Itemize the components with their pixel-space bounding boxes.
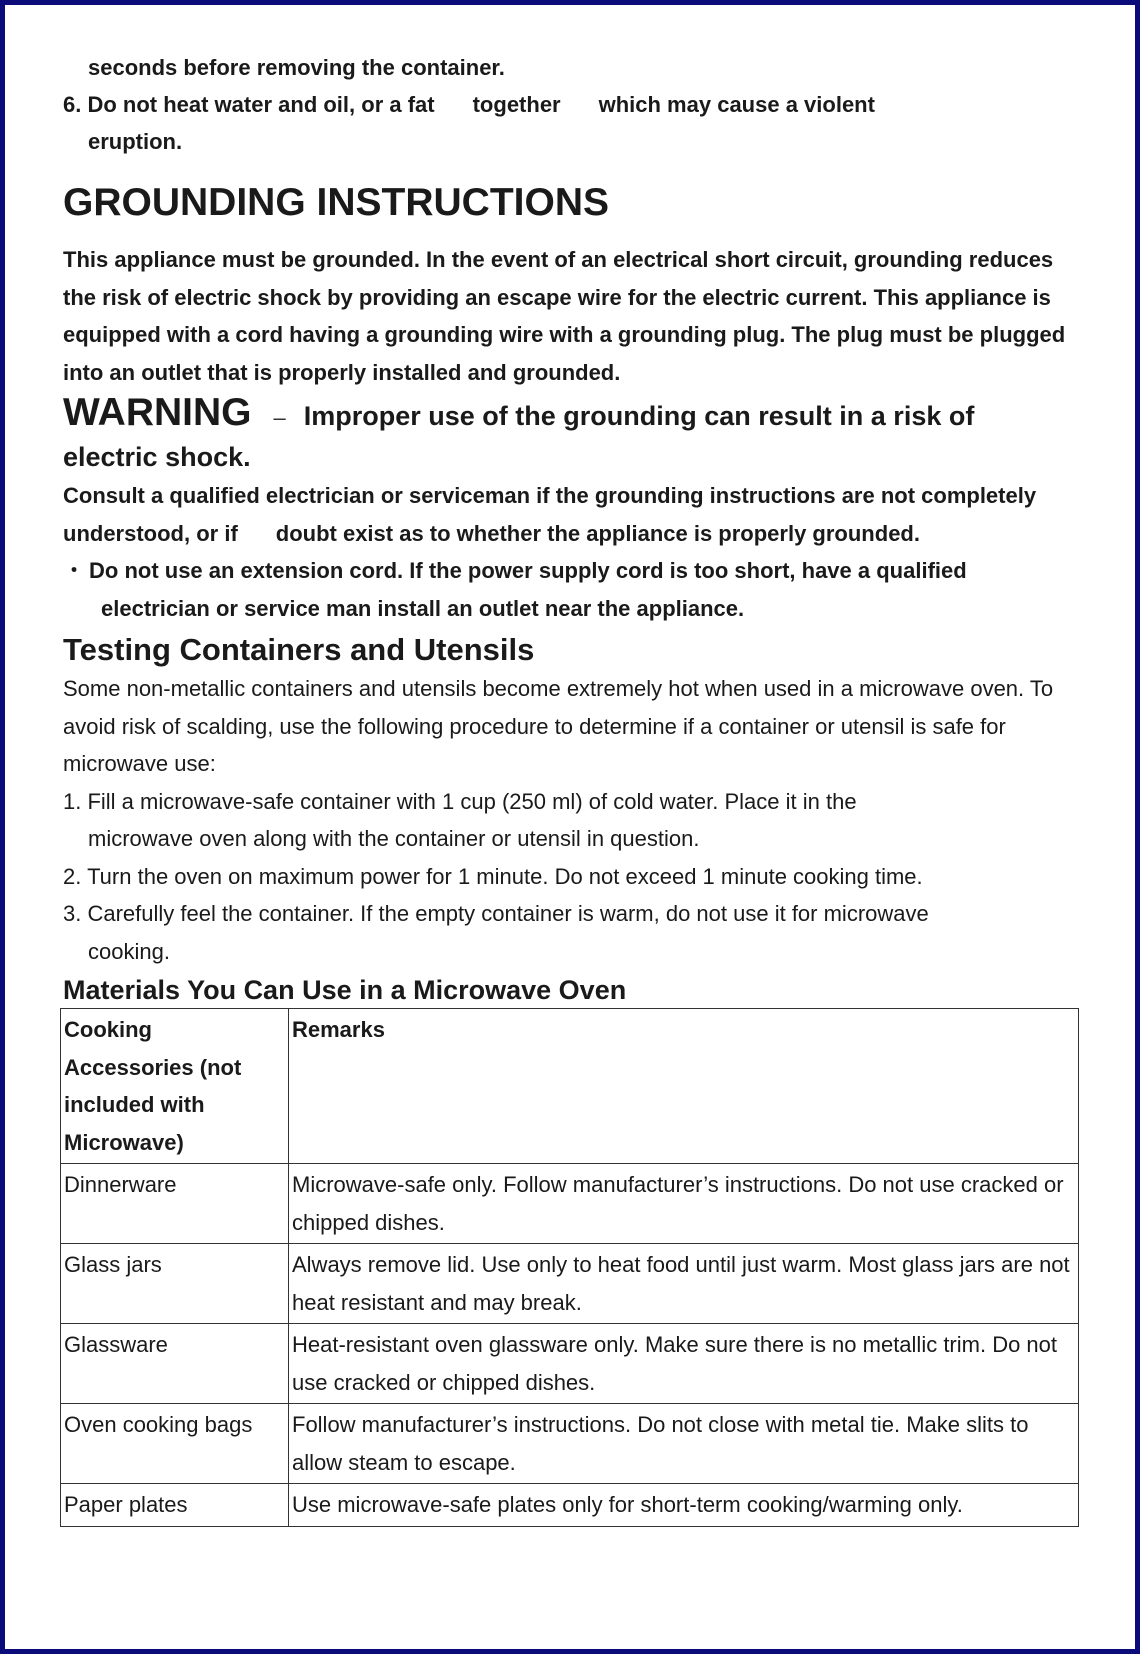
item-6-continuation: eruption. xyxy=(88,129,183,154)
grounding-heading: GROUNDING INSTRUCTIONS xyxy=(63,181,609,224)
testing-step-1-continuation: microwave oven along with the container or utensil in question. xyxy=(88,826,700,851)
warning-dash: – xyxy=(273,405,286,430)
row-remark: Always remove lid. Use only to heat food until just warm. Most glass jars are not heat resistant and may break. xyxy=(289,1244,1079,1324)
warning-word: WARNING xyxy=(63,391,252,434)
consult-part-b: doubt exist as to whether the appliance is properly grounded. xyxy=(275,520,920,546)
testing-step-3: 3. Carefully feel the container. If the empty container is warm, do not use it for microwave xyxy=(63,901,929,926)
bullet-text: Do not use an extension cord. If the power supply cord is too short, have a qualified xyxy=(89,558,967,583)
table-row xyxy=(61,1164,1079,1244)
extension-cord-bullet xyxy=(63,552,1083,590)
testing-step-1: 1. Fill a microwave-safe container with 1 cup (250 ml) of cold water. Place it in the xyxy=(63,788,857,814)
row-remark: Microwave-safe only. Follow manufacturer’s instructions. Do not use cracked or chipped dishes. xyxy=(289,1164,1079,1244)
table-header-row xyxy=(61,1009,1079,1164)
table-row xyxy=(61,1244,1079,1324)
table-row xyxy=(61,1484,1079,1527)
bullet-marker: ・ xyxy=(63,558,86,583)
table-row xyxy=(61,1404,1079,1484)
row-item: Glassware xyxy=(61,1324,289,1404)
grounding-body: This appliance must be grounded. In the event of an electrical short circuit, grounding reduces the risk of electric shock by providing an escape wire for the electric current. This appliance is equipped with a cord having a grounding wire with a grounding plug. The plug must be plugged into an outlet that is properly installed and grounded. xyxy=(63,247,1066,385)
materials-table xyxy=(60,1008,1079,1527)
row-item: Paper plates xyxy=(61,1484,289,1527)
header-remarks: Remarks xyxy=(289,1009,1079,1164)
item-6-part-b: together xyxy=(472,92,561,117)
item-6 xyxy=(63,86,1083,123)
warning-text: Improper use of the grounding can result in a risk of xyxy=(303,401,975,431)
testing-intro: Some non-metallic containers and utensils become extremely hot when used in a microwave oven. To avoid risk of scalding, use the following procedure to determine if a container or utensil is safe for microwave use: xyxy=(63,676,1054,776)
row-remark: Use microwave-safe plates only for short-term cooking/warming only. xyxy=(289,1484,1079,1527)
warning-text-continuation: electric shock. xyxy=(63,442,251,472)
item-5-continuation: seconds before removing the container. xyxy=(88,55,505,80)
consult-paragraph xyxy=(63,477,1083,552)
item-6-part-a: 6. Do not heat water and oil, or a fat xyxy=(63,92,435,117)
row-item: Glass jars xyxy=(61,1244,289,1324)
consult-part-a: Consult a qualified electrician or serviceman if the grounding instructions are not completely understood, or if xyxy=(63,483,1037,546)
row-remark: Follow manufacturer’s instructions. Do not close with metal tie. Make slits to allow steam to escape. xyxy=(289,1404,1079,1484)
page-content xyxy=(63,49,1083,1527)
row-remark: Heat-resistant oven glassware only. Make sure there is no metallic trim. Do not use cracked or chipped dishes. xyxy=(289,1324,1079,1404)
testing-step-2: 2. Turn the oven on maximum power for 1 minute. Do not exceed 1 minute cooking time. xyxy=(63,863,923,889)
materials-heading: Materials You Can Use in a Microwave Oven xyxy=(63,975,627,1005)
item-6-part-c: which may cause a violent xyxy=(598,92,875,117)
bullet-continuation: electrician or service man install an outlet near the appliance. xyxy=(101,596,745,621)
table-row xyxy=(61,1324,1079,1404)
testing-heading: Testing Containers and Utensils xyxy=(63,632,535,667)
testing-step-3-continuation: cooking. xyxy=(88,938,170,964)
row-item: Oven cooking bags xyxy=(61,1404,289,1484)
warning-line xyxy=(63,391,1083,475)
row-item: Dinnerware xyxy=(61,1164,289,1244)
header-cooking-accessories: Cooking Accessories (not included with Microwave) xyxy=(61,1009,289,1164)
